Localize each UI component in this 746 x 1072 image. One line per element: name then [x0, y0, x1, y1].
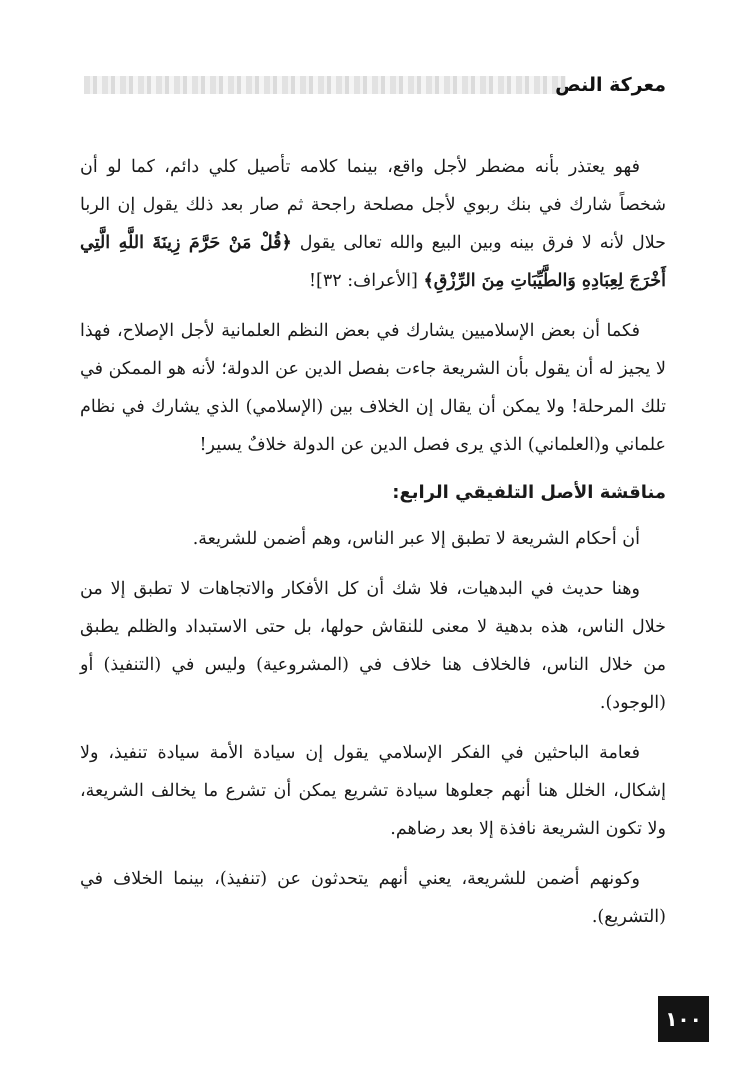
- body-text: [80, 148, 666, 948]
- paragraph-4: وهنا حديث في البدهيات، فلا شك أن كل الأفكار والاتجاهات لا تطبق إلا من خلال الناس، هذه بدهية لا معنى للنقاش حولها، بل حتى الاستبداد والظلم يطبق من خلال الناس، فالخلاف هنا خلاف في (المشروعية) وليس في (التنفيذ) أو (الوجود).: [80, 579, 666, 713]
- paragraph-2: فكما أن بعض الإسلاميين يشارك في بعض النظم العلمانية لأجل الإصلاح، فهذا لا يجيز له أن يقول بأن الشريعة جاءت بفصل الدين عن الدولة؛ لأنه هو الممكن في تلك المرحلة! ولا يمكن أن يقال إن الخلاف بين (الإسلامي) الذي يشارك في نظام علماني و(العلماني) الذي يرى فصل الدين عن الدولة خلافٌ يسير!: [80, 321, 666, 455]
- verse-citation: [الأعراف: ٣٢]!: [308, 271, 424, 291]
- paragraph-6: وكونهم أضمن للشريعة، يعني أنهم يتحدثون عن (تنفيذ)، بينما الخلاف في (التشريع).: [80, 869, 666, 927]
- paragraph-1-text-a: فهو يعتذر بأنه مضطر لأجل واقع، بينما كلامه تأصيل كلي دائم، كما لو أن شخصاً شارك في بنك ربوي لأجل مصلحة راجحة ثم صار بعد ذلك يقول إن الربا حلال لأنه لا فرق بينه وبين البيع والله تعالى يقول: [80, 157, 666, 253]
- header-title: معركة النص: [555, 74, 666, 96]
- page-number: ١٠٠: [658, 996, 709, 1042]
- section-heading: مناقشة الأصل التلفيقي الرابع:: [392, 482, 666, 503]
- paragraph-3: أن أحكام الشريعة لا تطبق إلا عبر الناس، وهم أضمن للشريعة.: [192, 529, 640, 549]
- running-header: [84, 62, 666, 102]
- quran-verse: ﴿قُلْ مَنْ حَرَّمَ زِينَةَ اللَّهِ الَّتِي أَخْرَجَ لِعِبَادِهِ وَالطَّيِّبَاتِ مِنَ الرِّزْقِ﴾: [80, 233, 666, 291]
- paragraph-1: [80, 148, 666, 300]
- paragraph-5: فعامة الباحثين في الفكر الإسلامي يقول إن سيادة الأمة سيادة تنفيذ، ولا إشكال، الخلل هنا أنهم جعلوها سيادة تشريع يمكن أن تشرع ما يخالف الشريعة، ولا تكون الشريعة نافذة إلا بعد رضاهم.: [80, 743, 666, 839]
- header-ornament-band: [84, 76, 566, 94]
